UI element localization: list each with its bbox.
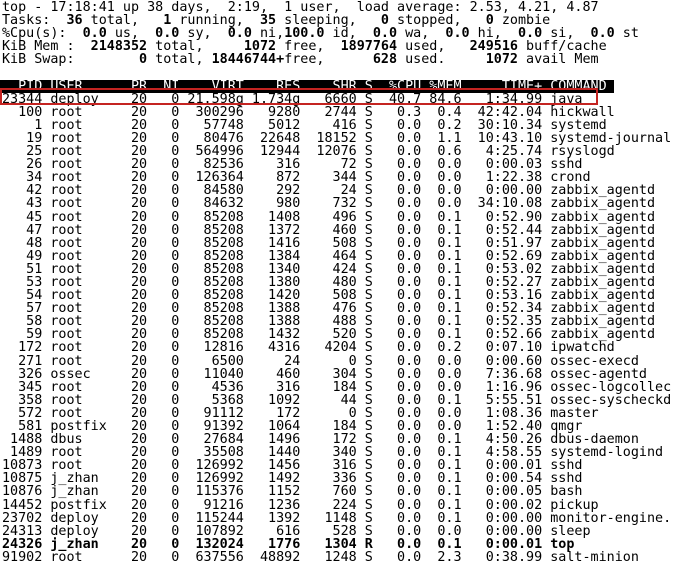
process-row-358: 358 root 20 0 5368 1092 44 S 0.0 0.1 5:55.51 ossec-syscheckd bbox=[2, 392, 672, 408]
process-row-43: 43 root 20 0 84632 980 732 S 0.0 0.0 34:10.08 zabbix_agentd bbox=[2, 196, 656, 212]
process-row-581: 581 postfix 20 0 91392 1064 184 S 0.0 0.0 1:52.40 qmgr bbox=[2, 419, 583, 434]
process-table bbox=[2, 93, 691, 564]
process-row-572: 572 root 20 0 91112 172 0 S 0.0 0.0 1:08.36 master bbox=[2, 405, 599, 421]
process-row-49: 49 root 20 0 85208 1384 464 S 0.0 0.1 0:52.69 zabbix_agentd bbox=[2, 248, 656, 264]
process-row-326: 326 ossec 20 0 11040 460 304 S 0.0 0.0 7:36.68 ossec-agentd bbox=[2, 366, 647, 382]
process-row-59: 59 root 20 0 85208 1432 520 S 0.0 0.1 0:52.66 zabbix_agentd bbox=[2, 327, 656, 343]
top-summary bbox=[2, 1, 691, 66]
process-row-53: 53 root 20 0 85208 1380 480 S 0.0 0.1 0:52.27 zabbix_agentd bbox=[2, 274, 656, 290]
process-row-25: 25 root 20 0 564996 12944 12076 S 0.0 0.6 4:25.74 rsyslogd bbox=[2, 144, 615, 160]
process-row-48: 48 root 20 0 85208 1416 508 S 0.0 0.1 0:51.97 zabbix_agentd bbox=[2, 235, 656, 251]
blank-line bbox=[2, 66, 691, 79]
process-row-58: 58 root 20 0 85208 1388 488 S 0.0 0.1 0:52.35 zabbix_agentd bbox=[2, 314, 656, 330]
process-row-24313: 24313 deploy 20 0 107892 616 528 S 0.0 0.0 0:00.00 sleep bbox=[2, 523, 591, 539]
process-row-45: 45 root 20 0 85208 1408 496 S 0.0 0.1 0:52.90 zabbix_agentd bbox=[2, 209, 656, 225]
process-row-34: 34 root 20 0 126364 872 344 S 0.0 0.0 1:22.38 crond bbox=[2, 170, 591, 186]
process-row-345: 345 root 20 0 4536 316 184 S 0.0 0.0 1:16.96 ossec-logcollec bbox=[2, 379, 672, 395]
process-row-1: 1 root 20 0 57748 5012 416 S 0.0 0.2 30:10.34 systemd bbox=[2, 117, 607, 133]
process-row-10876: 10876 j_zhan 20 0 115376 1152 760 S 0.0 0.1 0:00.05 bash bbox=[2, 484, 583, 500]
process-row-172: 172 root 20 0 12816 4316 4204 S 0.0 0.2 0:07.10 ipwatchd bbox=[2, 340, 615, 356]
process-row-1488: 1488 dbus 20 0 27684 1496 172 S 0.0 0.1 4:50.26 dbus-daemon bbox=[2, 432, 639, 448]
process-row-10875: 10875 j_zhan 20 0 126992 1492 336 S 0.0 0.1 0:00.54 sshd bbox=[2, 471, 583, 487]
process-row-26: 26 root 20 0 82536 316 72 S 0.0 0.0 0:00.03 sshd bbox=[2, 157, 583, 173]
process-row-54: 54 root 20 0 85208 1420 508 S 0.0 0.1 0:53.16 zabbix_agentd bbox=[2, 288, 656, 304]
process-row-23702: 23702 deploy 20 0 115244 1392 1148 S 0.0 0.1 0:00.00 monitor-engine. bbox=[2, 510, 672, 526]
process-row-1489: 1489 root 20 0 35508 1440 340 S 0.0 0.1 4:58.55 systemd-logind bbox=[2, 445, 664, 461]
process-row-10873: 10873 root 20 0 126992 1456 316 S 0.0 0.1 0:00.01 sshd bbox=[2, 458, 583, 474]
process-row-100: 100 root 20 0 300296 9280 2744 S 0.3 0.4 42:42.04 hickwall bbox=[2, 104, 615, 120]
process-row-271: 271 root 20 0 6500 24 0 S 0.0 0.0 0:00.60 ossec-execd bbox=[2, 353, 639, 369]
summary-line-3: %Cpu(s): 0.0 us, 0.0 sy, 0.0 ni,100.0 id, 0.0 wa, 0.0 hi, 0.0 si, 0.0 st bbox=[2, 26, 639, 42]
summary-line-2: Tasks: 36 total, 1 running, 35 sleeping, 0 stopped, 0 zombie bbox=[2, 13, 551, 29]
process-row-24326: 24326 j_zhan 20 0 132024 1776 1304 R 0.0 0.1 0:00.01 top bbox=[2, 536, 575, 552]
summary-line-4: KiB Mem : 2148352 total, 1072 free, 1897764 used, 249516 buff/cache bbox=[2, 39, 607, 55]
summary-line-5: KiB Swap: 0 total, 18446744+free, 628 used. 1072 avail Mem bbox=[2, 52, 599, 68]
summary-line-1: top - 17:18:41 up 38 days, 2:19, 1 user, load average: 2.53, 4.21, 4.87 bbox=[2, 0, 599, 15]
table-header-row: PID USER PR NI VIRT RES SHR S %CPU %MEM TIME+ COMMAND bbox=[0, 80, 614, 93]
process-row-57: 57 root 20 0 85208 1388 476 S 0.0 0.1 0:52.34 zabbix_agentd bbox=[2, 301, 656, 317]
process-row-23344: 23344 deploy 20 0 21.598g 1.734g 6660 S 40.7 84.6 1:34.99 java bbox=[2, 91, 583, 107]
process-row-47: 47 root 20 0 85208 1372 460 S 0.0 0.1 0:52.44 zabbix_agentd bbox=[2, 222, 656, 238]
process-row-14452: 14452 postfix 20 0 91216 1236 224 S 0.0 0.1 0:00.02 pickup bbox=[2, 497, 599, 513]
process-row-19: 19 root 20 0 80476 22648 18152 S 0.0 1.1 10:43.10 systemd-journal bbox=[2, 130, 672, 146]
process-row-51: 51 root 20 0 85208 1340 424 S 0.0 0.1 0:53.02 zabbix_agentd bbox=[2, 261, 656, 277]
process-row-42: 42 root 20 0 84580 292 24 S 0.0 0.0 0:00.00 zabbix_agentd bbox=[2, 183, 656, 199]
process-row-91902: 91902 root 20 0 637556 48892 1248 S 0.0 2.3 0:38.99 salt-minion bbox=[2, 549, 639, 565]
